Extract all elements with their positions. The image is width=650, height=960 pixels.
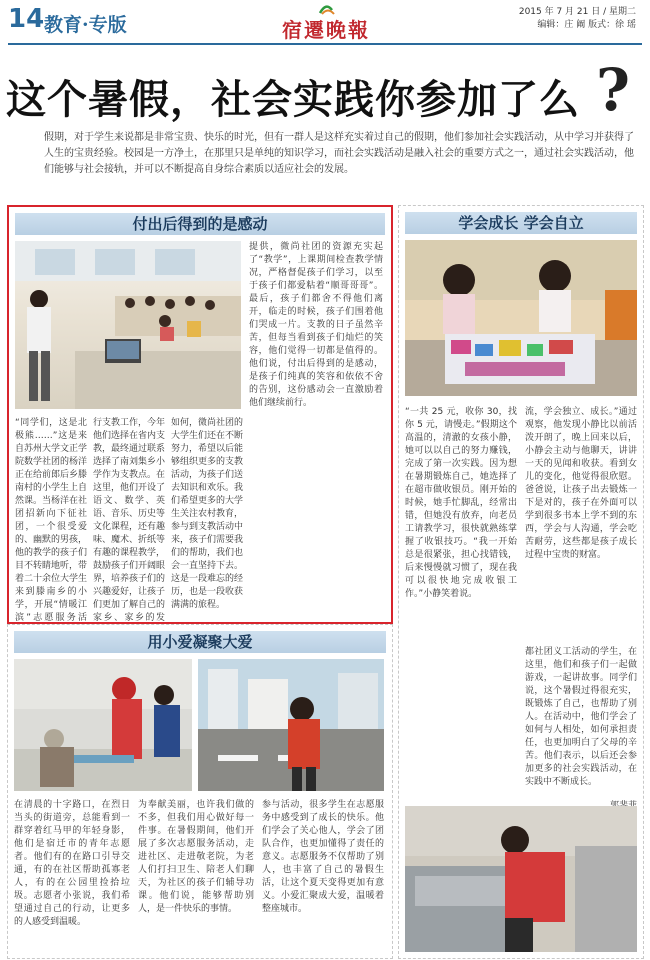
logo-swirl-icon xyxy=(276,4,376,16)
page-number: 14 xyxy=(8,4,45,34)
article-touched-col4: 如何，微尚社团的大学生们还在不断努力，希望以后能够组织更多的支教活动，为孩子们送去知识和欢乐。我们希望更多的大学生关注农村教育，参与到支教活动中来，孩子们需要我们的帮助，我们也会一直坚持下去。这是一段难忘的经历，也是一段收获满满的旅程。 xyxy=(171,418,244,610)
issue-date: 2015 年 7 月 21 日 / 星期二 xyxy=(518,7,636,17)
article-love-title: 用小爱凝聚大爱 xyxy=(14,631,386,653)
article-grow-col1: “一共 25 元，收你 30，找你 5 元，请慢走。”假期这个高温的，清澈的女孩小静，她可以以自己的努力赚钱，完成了第一次实践。因为想在暑期锻炼自己，她选择了在超市做收银员。刚开始的时候，她手忙脚乱，经常出错，但她没有放弃，向老员工请教学习，很快就熟练掌握了收银技巧。“我一开始总是很紧张，担心找错钱，后来慢慢就习惯了，现在我可以很快地完成收银工作。”小静笑着说。 xyxy=(405,407,517,599)
classroom-photo xyxy=(15,241,241,409)
article-grow-col2: 流，学会独立、成长。”通过观察，他发现小静比以前活泼开朗了，晚上回来以后，小静会主动与他聊天，讲讲一天的见闻和收获。看到女儿的变化，他觉得很欣慰。爸爸说，让孩子出去锻炼一下是对的，孩子在外面可以学到很多书本上学不到的东西，学会与人沟通，学会吃苦耐劳，这些都是孩子成长过程中宝贵的财富。 xyxy=(525,407,637,560)
headline: 这个暑假，社会实践你参加了么 xyxy=(6,77,580,123)
headline-question-mark: ? xyxy=(596,56,630,124)
volunteers-photo xyxy=(14,659,192,791)
street-photo xyxy=(198,659,384,791)
kitchen-photo xyxy=(405,806,637,952)
children-photo xyxy=(405,240,637,396)
article-grow-col3: 都社团义工活动的学生，在这里，他们和孩子们一起做游戏，一起讲故事。同学们说，这个暑假过得很充实，既锻炼了自己，也帮助了别人。在活动中，他们学会了如何与人相处，如何承担责任，也更加明白了父母的辛苦。他们表示，以后还会参加更多的社会实践活动，在实践中不断成长。 xyxy=(525,647,637,787)
article-touched-col1: “同学们，这是北极熊……”这是来自苏州大学文正学院数学社团的杨洋正在给前郎后乡滕南村的小学生上自然课。当杨洋在社团招新向下征社团，一个很受爱的、幽默的男孩，他的教学的孩子们目不转睛地听，带着二十余位大学生来到滕南乡的小学，开展“情暖江滨”志愿服务活 xyxy=(15,418,88,623)
article-love-col1: 在清晨的十字路口，在烈日当头的街道旁，总能看到一群穿着红马甲的年轻身影，他们是宿迁市的青年志愿者。他们有的在路口引导交通，有的在社区帮助孤寡老人，有的在公园里捡拾垃圾。志愿者小张说，我们希望通过自己的行动，让更多的人感受到温暖。 xyxy=(14,800,130,927)
article-touched-title: 付出后得到的是感动 xyxy=(15,213,385,235)
article-grow-title: 学会成长 学会自立 xyxy=(405,212,637,234)
header-rule xyxy=(8,43,642,45)
article-touched-col3: 提供，微尚社团的资源充实起了“教学”，上课期间检查教学情况，严格督促孩子们学习，以至于孩子们都爱粘着“顺哥哥哥”。最后，孩子们都舍不得他们离开，临走的时候，孩子们围着他们哭成一片。支教的日子虽然辛苦，但每当看到孩子们灿烂的笑容，他们觉得一切都是值得的。他们说，付出后得到的是感动，是孩子们纯真的笑容和依依不舍的告别，这份感动会一直激励着他们继续前行。 xyxy=(249,242,383,408)
article-love xyxy=(7,624,393,959)
article-grow xyxy=(398,205,644,959)
editors-credit: 编辑：庄 阚 版式：徐 瑶 xyxy=(537,20,636,30)
section-name: 教育·专版 xyxy=(44,14,127,36)
article-touched-col2: 行支教工作，今年他们选择在省内支教，最终通过联系选择了南刘集乡小学作为支教点。在这里，他们开设了语文、数学、英语、音乐、历史等文化课程，还有趣味、魔术、折纸等有趣的课程教学，鼓励孩子们开阔眼界，培养孩子们的兴趣爱好，让孩子们更加了解自己的家乡、家乡的发 xyxy=(93,418,166,623)
masthead-title: 宿遷晚報 xyxy=(282,18,370,42)
lead-paragraph: 假期，对于学生来说都是非常宝贵、快乐的时光，但有一群人是这样充实着过自己的假期，他们参加社会实践活动，从中学习并获得了人生的宝贵经验。校园是一方净土，在那里只是单纯的知识学习，而社会实践活动是融入社会的重要方式之一，通过社会实践活动，他们能够与社会接轨，并可以不断提高自身综合素质以适应社会的发展。 xyxy=(44,132,634,175)
masthead-logo xyxy=(276,6,376,42)
article-touched xyxy=(7,205,393,624)
article-love-col3: 参与活动，很多学生在志愿服务中感受到了成长的快乐。他们学会了关心他人，学会了团队合作，也更加懂得了责任的意义。志愿服务不仅帮助了别人，也丰富了自己的暑假生活，让这个夏天变得更加有意义。小爱汇聚成大爱，温暖着整座城市。 xyxy=(262,800,384,914)
article-love-col2: 为奉献美丽，也许我们做的不多，但我们用心做好每一件事。在暑假期间，他们开展了多次志愿服务活动，走进社区、走进敬老院，为老人们打扫卫生、陪老人们聊天，为社区的孩子们辅导功课。他们说，能够帮助别人，是一件快乐的事情。 xyxy=(138,800,254,914)
dateline xyxy=(519,6,636,32)
